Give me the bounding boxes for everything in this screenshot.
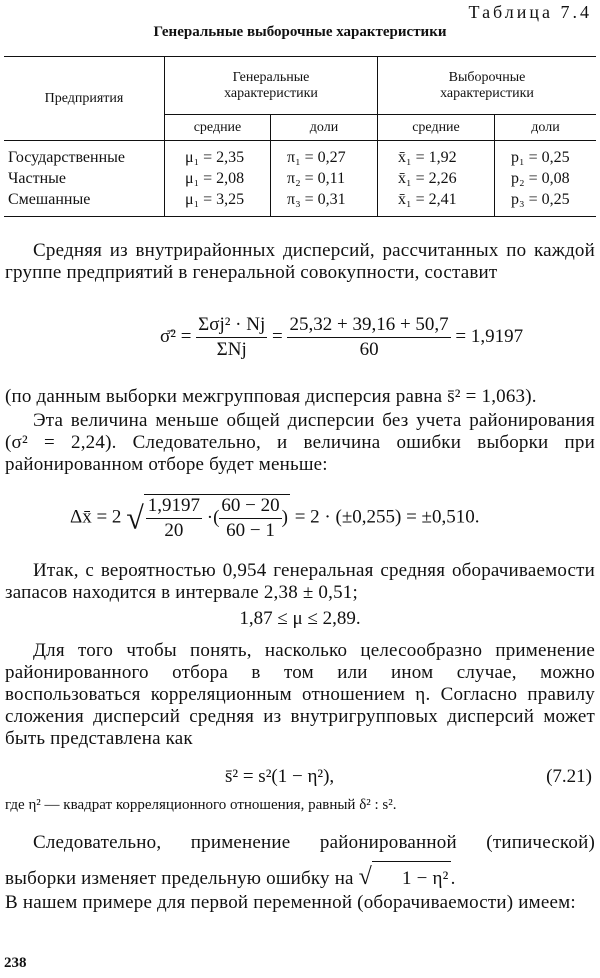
header-general-shares: доли [271,115,378,141]
table-cell: π₃ = 0,31 [287,191,346,208]
formula-result: = 1,9197 [455,325,524,347]
header-sample-shares: доли [531,119,560,135]
formula-paren: ) [281,506,288,528]
formula-numerator: 1,9197 [146,495,202,519]
table-row: Частные [8,170,67,187]
sqrt-radicand: 1 − η² [372,861,451,896]
paragraph-intergroup-dispersion: (по данным выборки межгрупповая дисперсия равна s̄² = 1,063). [5,386,537,407]
formula-sampling-error [70,494,479,542]
header-sample: Выборочные характеристики [378,57,597,115]
formula-interval: 1,87 ≤ μ ≤ 2,89. [239,608,361,629]
table-title: Генеральные выборочные характеристики [153,24,447,40]
formula-numerator: 25,32 + 39,16 + 50,7 [287,314,450,338]
table-cell: μ₁ = 3,25 [185,191,245,208]
header-general-means: средние [165,115,271,141]
sample-shares-cells [495,141,597,217]
formula-equals: = [272,325,283,347]
formula-denominator: ΣNj [216,339,247,360]
formula-denominator: 20 [164,520,184,541]
table-cell: x̄₁ = 2,41 [398,191,457,208]
general-shares-cells [271,141,378,217]
sqrt-radicand [144,494,290,542]
formula-result: = 2 · (±0,255) = ±0,510. [294,506,480,528]
paragraph-typical-sample: Следовательно, применение районированной (типической) выборки изменяет предельную ошибку на √ 1 − η² . [5,826,595,896]
formula-denominator: 60 − 1 [226,520,275,541]
page-number: 238 [4,955,27,971]
formula-fraction-b [219,495,281,542]
sqrt-sign: √ [358,864,373,890]
paragraph-example: В нашем примере для первой переменной (оборачиваемости) имеем: [5,892,576,913]
formula-denominator: 60 [359,339,379,360]
paragraph-text: Следовательно, применение районированной (типической) выборки изменяет предельную ошибку на [5,832,595,889]
general-means-cells [165,141,271,217]
header-general: Генеральные характеристики [165,57,378,115]
table-cell: π₂ = 0,11 [287,170,346,187]
statistics-table [4,56,596,217]
table-cell: x̄₁ = 2,26 [398,170,457,187]
table-cell: π₁ = 0,27 [287,149,346,166]
table-label: Таблица 7.4 [468,2,592,22]
paragraph-error-estimate: Эта величина меньше общей дисперсии без учета районирования (σ² = 2,24). Следовательно, и величина ошибки выборки при районированном отборе будет меньше: [5,410,595,475]
formula-dot: ·( [206,506,220,528]
table-cell: x̄₁ = 1,92 [398,149,457,166]
paragraph-mean-dispersion: Средняя из внутрирайонных дисперсий, рассчитанных по каждой группе предприятий в генеральной совокупности, составит [5,240,595,283]
table-cell: p₂ = 0,08 [511,170,570,187]
formula-number: (7.21) [546,766,592,787]
table-row: Государственные [8,149,125,166]
formula-lhs: σ̄² = [160,325,192,347]
table-cell: μ₁ = 2,35 [185,149,245,166]
formula-mean-dispersion [160,314,523,361]
sqrt-sign: √ [126,499,144,536]
enterprise-names [4,141,165,217]
header-enterprises: Предприятия [4,57,165,141]
formula-fraction-1 [196,314,267,361]
table-row: Смешанные [8,191,91,208]
table-cell: p₁ = 0,25 [511,149,570,166]
formula-lhs: Δx̄ = 2 [70,506,122,528]
table-cell: μ₁ = 2,08 [185,170,245,187]
formula-7-21: s̄² = s²(1 − η²), [225,766,335,787]
sample-means-cells [378,141,495,217]
paragraph-definition: где η² — квадрат корреляционного отношения, равный δ² : s². [5,797,397,813]
table-cell: p₃ = 0,25 [511,191,570,208]
paragraph-conclusion: Итак, с вероятностью 0,954 генеральная средняя оборачиваемости запасов находится в интервале 2,38 ± 0,51; [5,560,595,603]
paragraph-correlation: Для того чтобы понять, насколько целесообразно применение районированного отбора в том или ином случае, можно воспользоваться корреляционным отношением η. Согласно правилу сложения дисперсий средняя из внутригрупповых дисперсий может быть представлена как [5,640,595,749]
formula-numerator: Σσj² · Nj [196,314,267,338]
formula-fraction-a [146,495,202,542]
formula-fraction-2 [287,314,450,361]
header-sample-means: средние [378,115,495,141]
formula-numerator: 60 − 20 [219,495,281,519]
